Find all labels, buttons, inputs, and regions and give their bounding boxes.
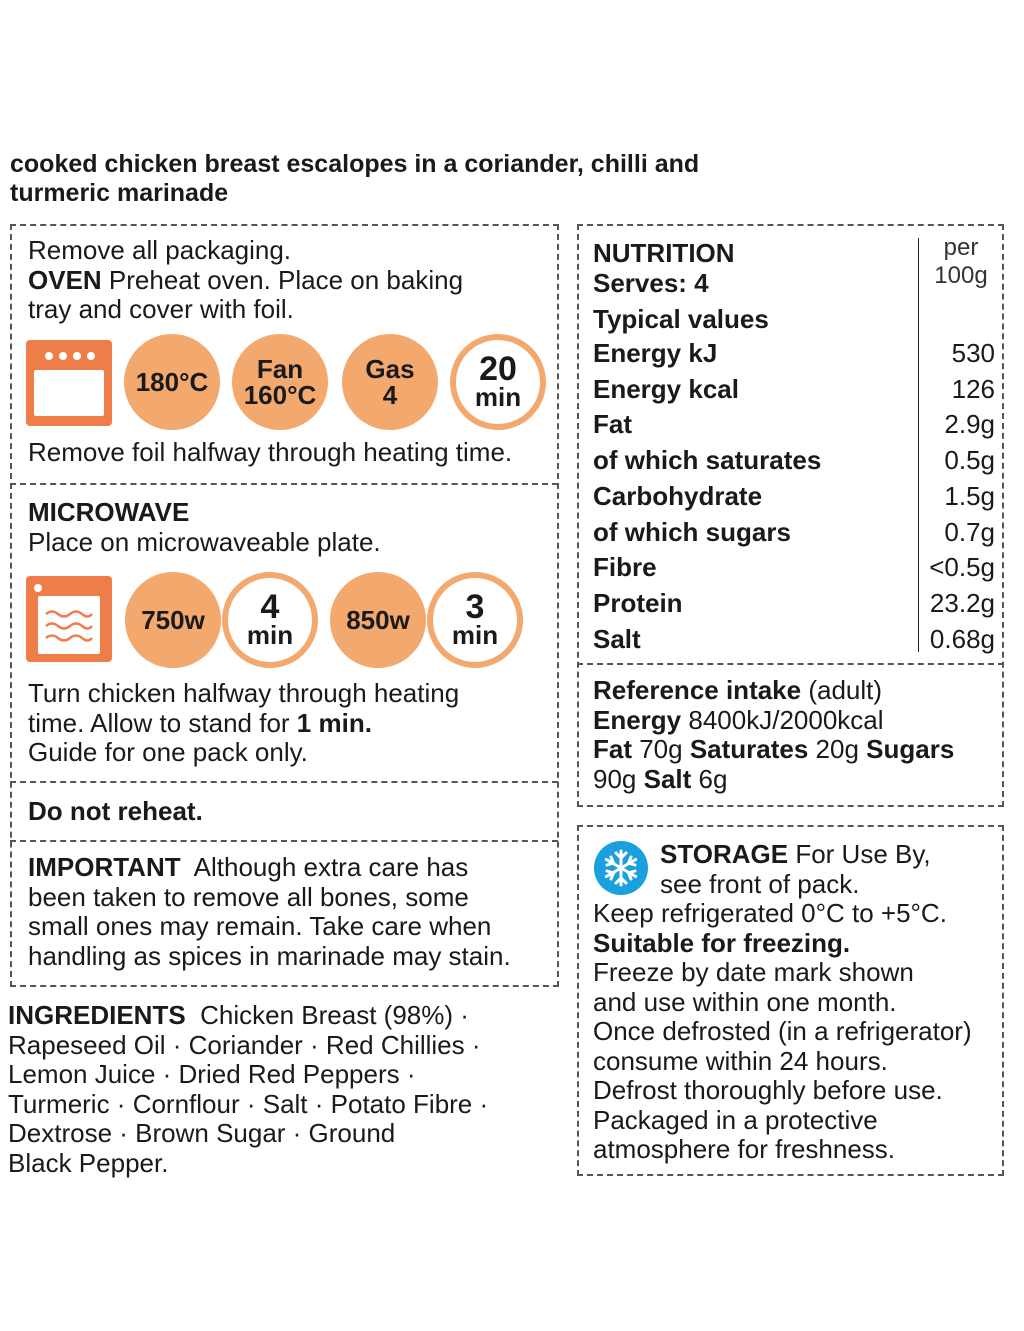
nutrition-label: Fat <box>593 409 632 440</box>
nutrition-label: Carbohydrate <box>593 480 763 511</box>
ingredients-line-2: Rapeseed Oil · Coriander · Red Chillies · <box>8 1029 481 1060</box>
microwave-icon <box>26 576 112 662</box>
storage-line-11: atmosphere for freshness. <box>593 1134 896 1164</box>
storage-line-9: Defrost thoroughly before use. <box>593 1075 943 1105</box>
stand-time-text <box>28 709 558 739</box>
nutrition-value: 0.5g <box>944 445 995 476</box>
storage-line-8: consume within 24 hours. <box>593 1045 888 1076</box>
gas-mark-badge <box>342 334 438 430</box>
nutrition-value: 1.5g <box>944 480 995 511</box>
divider-oven-microwave <box>10 483 558 485</box>
title-line-1: cooked chicken breast escalopes in a coriander, chilli and <box>10 150 700 178</box>
nutrition-row <box>593 409 1003 445</box>
ingredients <box>8 1001 560 1178</box>
important-line-3: small ones may remain. Take care when <box>28 911 492 941</box>
stand-time-value: 1 min. <box>296 707 372 738</box>
divider-microwave-reheat <box>10 781 558 783</box>
storage-line-3: Keep refrigerated 0°C to +5°C. <box>593 898 947 928</box>
nutrition-row <box>593 552 1003 588</box>
reference-heading: Reference intake <box>593 675 802 705</box>
oven-temp-badge <box>124 334 220 430</box>
nutrition-value: 0.68g <box>929 623 995 654</box>
microwave-time-850-unit: min <box>451 620 499 650</box>
nutrition-label: Salt <box>593 623 641 654</box>
nutrition-label: Protein <box>593 587 683 618</box>
storage-head <box>660 840 1000 899</box>
microwave-power-750-badge <box>125 572 221 668</box>
storage-line-5: Freeze by date mark shown <box>593 957 914 987</box>
per-text: per <box>943 234 979 261</box>
one-pack-text: Guide for one pack only. <box>28 737 308 767</box>
important-line-2: been taken to remove all bones, some <box>28 881 469 912</box>
important-line-4: handling as spices in marinade may stain. <box>28 940 511 971</box>
microwave-time-750-badge <box>222 572 318 668</box>
reference-sugars-value: 90g <box>593 763 644 794</box>
oven-time-badge <box>450 334 546 430</box>
oven-preheat-text <box>28 266 558 296</box>
nutrition-row <box>593 517 1003 553</box>
reference-adult: (adult) <box>801 675 883 705</box>
reference-salt-label: Salt <box>643 763 692 794</box>
do-not-reheat: Do not reheat. <box>28 796 203 826</box>
nutrition-label: of which sugars <box>593 516 791 547</box>
reference-fat-label: Fat <box>593 734 632 764</box>
nutrition-label: Energy kcal <box>593 373 739 404</box>
fan-temp: 160°C <box>243 380 317 410</box>
oven-preheat-rest: Preheat oven. Place on baking <box>101 264 464 295</box>
important-notice <box>28 853 558 971</box>
reference-saturates-value: 20g <box>808 734 867 764</box>
nutrition-value: 126 <box>951 373 995 404</box>
storage-body <box>593 899 1003 1165</box>
per-label <box>920 234 1002 290</box>
nutrition-row <box>593 481 1003 517</box>
remove-packaging-text: Remove all packaging. <box>28 235 292 265</box>
stand-time-pre: time. Allow to stand for <box>28 707 297 738</box>
gas-label: Gas <box>365 354 415 384</box>
storage-line-2: see front of pack. <box>660 868 860 899</box>
storage-heading: STORAGE <box>660 839 789 869</box>
reference-salt-value: 6g <box>691 763 728 794</box>
title-line-2: turmeric marinade <box>10 179 229 207</box>
oven-instructions <box>28 236 558 325</box>
per-100g-text: 100g <box>934 262 988 289</box>
microwave-heading: MICROWAVE <box>28 497 190 527</box>
oven-heading: OVEN <box>28 264 102 295</box>
oven-temp: 180°C <box>135 367 209 397</box>
reference-fat-value: 70g <box>632 734 690 764</box>
microwave-power-850: 850w <box>346 605 410 635</box>
nutrition-label: Fibre <box>593 552 657 583</box>
nutrition-value: 530 <box>951 338 995 368</box>
ingredients-line-3: Lemon Juice · Dried Red Peppers · <box>8 1059 416 1089</box>
nutrition-label: of which saturates <box>593 445 822 476</box>
nutrition-label: Energy kJ <box>593 338 718 368</box>
turn-chicken-text: Turn chicken halfway through heating <box>28 678 460 708</box>
oven-time-unit: min <box>474 382 522 412</box>
reference-energy-value: 8400kJ/2000kcal <box>681 704 884 735</box>
microwave-plate-text: Place on microwaveable plate. <box>28 526 381 557</box>
snowflake-icon <box>594 841 648 895</box>
ingredients-line-5: Dextrose · Brown Sugar · Ground <box>8 1118 396 1148</box>
storage-line-7: Once defrosted (in a refrigerator) <box>593 1016 972 1046</box>
gas-mark: 4 <box>382 380 398 410</box>
important-line-1: Although extra care has <box>180 852 469 882</box>
ingredients-line-4: Turmeric · Cornflour · Salt · Potato Fibre · <box>8 1088 489 1119</box>
microwave-power-750: 750w <box>141 605 205 635</box>
nutrition-row <box>593 338 1003 374</box>
important-heading: IMPORTANT <box>28 852 181 882</box>
nutrition-row <box>593 445 1003 481</box>
oven-time-value: 20 <box>479 350 517 388</box>
microwave-time-850: 3 <box>465 588 485 626</box>
divider-reheat-important <box>10 840 558 842</box>
microwave-time-850-badge <box>427 572 523 668</box>
storage-line-10: Packaged in a protective <box>593 1104 878 1135</box>
remove-foil-note: Remove foil halfway through heating time. <box>28 437 513 467</box>
reference-saturates-label: Saturates <box>689 734 809 764</box>
microwave-instructions <box>28 498 558 557</box>
nutrition-heading: NUTRITION <box>593 238 735 268</box>
storage-line-1: For Use By, <box>788 839 931 869</box>
nutrition-row <box>593 624 1003 660</box>
oven-icon <box>26 340 112 426</box>
nutrition-row <box>593 588 1003 624</box>
nutrition-value: 2.9g <box>944 409 995 440</box>
ingredients-line-6: Black Pepper. <box>8 1147 169 1178</box>
reference-sugars-label: Sugars <box>866 734 955 764</box>
ingredients-heading: INGREDIENTS <box>8 1000 186 1030</box>
oven-tray-text: tray and cover with foil. <box>28 294 294 324</box>
fan-temp-badge <box>232 334 328 430</box>
microwave-power-850-badge <box>330 572 426 668</box>
microwave-notes <box>28 679 558 768</box>
nutrition-value: <0.5g <box>929 552 995 583</box>
microwave-time-750: 4 <box>260 588 280 626</box>
divider-nutrition-reference <box>577 663 1004 665</box>
microwave-time-750-unit: min <box>246 620 294 650</box>
nutrition-row <box>593 374 1003 410</box>
serves: Serves: 4 <box>593 268 709 298</box>
storage-line-6: and use within one month. <box>593 986 897 1017</box>
nutrition-value: 23.2g <box>929 587 995 618</box>
fan-label: Fan <box>256 354 304 384</box>
reference-intake <box>593 676 1003 794</box>
nutrition-value: 0.7g <box>944 516 995 547</box>
product-title <box>10 150 830 208</box>
typical-values: Typical values <box>593 304 769 334</box>
reference-energy-label: Energy <box>593 704 682 735</box>
storage-line-4: Suitable for freezing. <box>593 927 851 958</box>
ingredients-line-1: Chicken Breast (98%) · <box>185 1000 469 1030</box>
